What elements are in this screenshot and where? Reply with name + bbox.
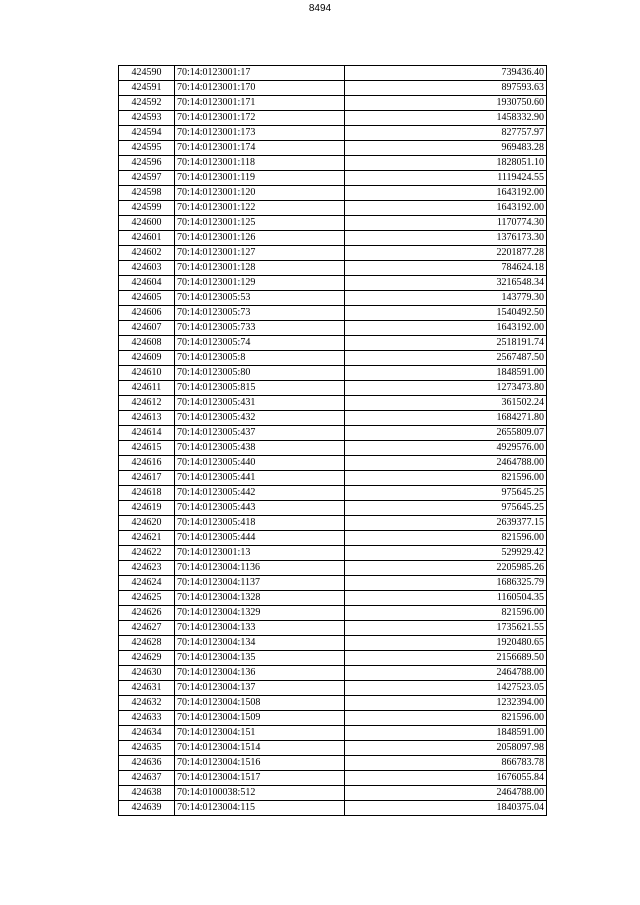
cadastral-number-cell: 70:14:0123004:135 xyxy=(175,651,345,666)
table-row xyxy=(119,531,547,546)
row-id-cell: 424591 xyxy=(119,81,175,96)
row-id-cell: 424607 xyxy=(119,321,175,336)
cadastral-number-cell: 70:14:0123005:432 xyxy=(175,411,345,426)
row-id-cell: 424596 xyxy=(119,156,175,171)
cadastral-value-cell: 1170774.30 xyxy=(345,216,547,231)
table-row xyxy=(119,681,547,696)
cadastral-value-cell: 1920480.65 xyxy=(345,636,547,651)
cadastral-number-cell: 70:14:0123001:118 xyxy=(175,156,345,171)
table-row xyxy=(119,501,547,516)
cadastral-value-cell: 897593.63 xyxy=(345,81,547,96)
row-id-cell: 424634 xyxy=(119,726,175,741)
table-row xyxy=(119,186,547,201)
row-id-cell: 424616 xyxy=(119,456,175,471)
cadastral-value-table xyxy=(118,65,547,816)
cadastral-number-cell: 70:14:0123001:125 xyxy=(175,216,345,231)
cadastral-value-cell: 2639377.15 xyxy=(345,516,547,531)
cadastral-value-cell: 821596.00 xyxy=(345,471,547,486)
row-id-cell: 424600 xyxy=(119,216,175,231)
cadastral-value-cell: 975645.25 xyxy=(345,501,547,516)
cadastral-number-cell: 70:14:0123005:438 xyxy=(175,441,345,456)
cadastral-value-cell: 1119424.55 xyxy=(345,171,547,186)
row-id-cell: 424618 xyxy=(119,486,175,501)
row-id-cell: 424632 xyxy=(119,696,175,711)
table-row xyxy=(119,756,547,771)
row-id-cell: 424605 xyxy=(119,291,175,306)
table-row xyxy=(119,576,547,591)
cadastral-number-cell: 70:14:0123005:437 xyxy=(175,426,345,441)
cadastral-number-cell: 70:14:0123001:170 xyxy=(175,81,345,96)
table-row xyxy=(119,321,547,336)
cadastral-value-cell: 739436.40 xyxy=(345,66,547,81)
table-row xyxy=(119,726,547,741)
cadastral-number-cell: 70:14:0123001:120 xyxy=(175,186,345,201)
row-id-cell: 424636 xyxy=(119,756,175,771)
row-id-cell: 424629 xyxy=(119,651,175,666)
table-row xyxy=(119,66,547,81)
row-id-cell: 424610 xyxy=(119,366,175,381)
row-id-cell: 424598 xyxy=(119,186,175,201)
cadastral-value-cell: 2058097.98 xyxy=(345,741,547,756)
table-row xyxy=(119,201,547,216)
row-id-cell: 424619 xyxy=(119,501,175,516)
table-row xyxy=(119,381,547,396)
cadastral-value-cell: 2464788.00 xyxy=(345,666,547,681)
row-id-cell: 424628 xyxy=(119,636,175,651)
table-row xyxy=(119,621,547,636)
cadastral-value-cell: 1930750.60 xyxy=(345,96,547,111)
row-id-cell: 424624 xyxy=(119,576,175,591)
cadastral-value-cell: 969483.28 xyxy=(345,141,547,156)
cadastral-value-cell: 1676055.84 xyxy=(345,771,547,786)
row-id-cell: 424614 xyxy=(119,426,175,441)
row-id-cell: 424594 xyxy=(119,126,175,141)
cadastral-value-cell: 2518191.74 xyxy=(345,336,547,351)
cadastral-number-cell: 70:14:0123001:128 xyxy=(175,261,345,276)
table-row xyxy=(119,741,547,756)
cadastral-number-cell: 70:14:0123001:17 xyxy=(175,66,345,81)
cadastral-value-cell: 1684271.80 xyxy=(345,411,547,426)
row-id-cell: 424631 xyxy=(119,681,175,696)
cadastral-value-cell: 1828051.10 xyxy=(345,156,547,171)
cadastral-number-cell: 70:14:0123001:173 xyxy=(175,126,345,141)
cadastral-number-cell: 70:14:0123005:444 xyxy=(175,531,345,546)
row-id-cell: 424623 xyxy=(119,561,175,576)
cadastral-number-cell: 70:14:0123005:815 xyxy=(175,381,345,396)
cadastral-number-cell: 70:14:0123001:129 xyxy=(175,276,345,291)
cadastral-number-cell: 70:14:0123005:73 xyxy=(175,306,345,321)
cadastral-value-cell: 3216548.34 xyxy=(345,276,547,291)
row-id-cell: 424597 xyxy=(119,171,175,186)
row-id-cell: 424602 xyxy=(119,246,175,261)
cadastral-number-cell: 70:14:0123004:137 xyxy=(175,681,345,696)
row-id-cell: 424595 xyxy=(119,141,175,156)
cadastral-value-cell: 2464788.00 xyxy=(345,456,547,471)
cadastral-value-cell: 1427523.05 xyxy=(345,681,547,696)
row-id-cell: 424620 xyxy=(119,516,175,531)
cadastral-value-cell: 4929576.00 xyxy=(345,441,547,456)
cadastral-value-cell: 827757.97 xyxy=(345,126,547,141)
table-row xyxy=(119,546,547,561)
cadastral-value-cell: 1643192.00 xyxy=(345,321,547,336)
row-id-cell: 424630 xyxy=(119,666,175,681)
table-row xyxy=(119,156,547,171)
cadastral-number-cell: 70:14:0123001:126 xyxy=(175,231,345,246)
cadastral-number-cell: 70:14:0123005:431 xyxy=(175,396,345,411)
cadastral-number-cell: 70:14:0123004:1329 xyxy=(175,606,345,621)
row-id-cell: 424633 xyxy=(119,711,175,726)
cadastral-value-cell: 529929.42 xyxy=(345,546,547,561)
cadastral-number-cell: 70:14:0123005:80 xyxy=(175,366,345,381)
table-row xyxy=(119,306,547,321)
row-id-cell: 424612 xyxy=(119,396,175,411)
row-id-cell: 424604 xyxy=(119,276,175,291)
cadastral-number-cell: 70:14:0123001:172 xyxy=(175,111,345,126)
table-row xyxy=(119,141,547,156)
cadastral-number-cell: 70:14:0123005:733 xyxy=(175,321,345,336)
row-id-cell: 424592 xyxy=(119,96,175,111)
cadastral-number-cell: 70:14:0123004:1137 xyxy=(175,576,345,591)
cadastral-number-cell: 70:14:0123004:115 xyxy=(175,801,345,816)
cadastral-value-cell: 361502.24 xyxy=(345,396,547,411)
cadastral-value-cell: 2464788.00 xyxy=(345,786,547,801)
table-row xyxy=(119,261,547,276)
cadastral-value-cell: 2567487.50 xyxy=(345,351,547,366)
cadastral-number-cell: 70:14:0123005:74 xyxy=(175,336,345,351)
table-row xyxy=(119,456,547,471)
cadastral-value-cell: 784624.18 xyxy=(345,261,547,276)
row-id-cell: 424606 xyxy=(119,306,175,321)
table-row xyxy=(119,216,547,231)
cadastral-number-cell: 70:14:0123004:1328 xyxy=(175,591,345,606)
row-id-cell: 424611 xyxy=(119,381,175,396)
cadastral-value-cell: 1735621.55 xyxy=(345,621,547,636)
cadastral-number-cell: 70:14:0123004:1508 xyxy=(175,696,345,711)
cadastral-value-cell: 1160504.35 xyxy=(345,591,547,606)
cadastral-number-cell: 70:14:0123004:1517 xyxy=(175,771,345,786)
cadastral-value-cell: 1376173.30 xyxy=(345,231,547,246)
cadastral-number-cell: 70:14:0123004:133 xyxy=(175,621,345,636)
row-id-cell: 424635 xyxy=(119,741,175,756)
cadastral-value-cell: 1643192.00 xyxy=(345,201,547,216)
table-row xyxy=(119,96,547,111)
page-number: 8494 xyxy=(308,3,332,14)
row-id-cell: 424638 xyxy=(119,786,175,801)
table-row xyxy=(119,426,547,441)
cadastral-value-cell: 1848591.00 xyxy=(345,366,547,381)
row-id-cell: 424637 xyxy=(119,771,175,786)
table-row xyxy=(119,471,547,486)
table-row xyxy=(119,351,547,366)
cadastral-value-cell: 821596.00 xyxy=(345,531,547,546)
table-row xyxy=(119,636,547,651)
cadastral-number-cell: 70:14:0123005:440 xyxy=(175,456,345,471)
row-id-cell: 424601 xyxy=(119,231,175,246)
cadastral-value-cell: 143779.30 xyxy=(345,291,547,306)
table-row xyxy=(119,771,547,786)
row-id-cell: 424627 xyxy=(119,621,175,636)
row-id-cell: 424608 xyxy=(119,336,175,351)
table-row xyxy=(119,291,547,306)
cadastral-value-cell: 1273473.80 xyxy=(345,381,547,396)
table-row xyxy=(119,276,547,291)
table-row xyxy=(119,651,547,666)
row-id-cell: 424609 xyxy=(119,351,175,366)
cadastral-number-cell: 70:14:0123004:1509 xyxy=(175,711,345,726)
cadastral-value-cell: 1540492.50 xyxy=(345,306,547,321)
cadastral-number-cell: 70:14:0123005:441 xyxy=(175,471,345,486)
cadastral-number-cell: 70:14:0123001:174 xyxy=(175,141,345,156)
row-id-cell: 424593 xyxy=(119,111,175,126)
cadastral-number-cell: 70:14:0123001:127 xyxy=(175,246,345,261)
row-id-cell: 424621 xyxy=(119,531,175,546)
cadastral-number-cell: 70:14:0123005:8 xyxy=(175,351,345,366)
cadastral-value-cell: 866783.78 xyxy=(345,756,547,771)
cadastral-number-cell: 70:14:0123004:1136 xyxy=(175,561,345,576)
cadastral-number-cell: 70:14:0100038:512 xyxy=(175,786,345,801)
cadastral-value-cell: 2156689.50 xyxy=(345,651,547,666)
cadastral-number-cell: 70:14:0123001:122 xyxy=(175,201,345,216)
table-row xyxy=(119,366,547,381)
table-row xyxy=(119,336,547,351)
table-row xyxy=(119,441,547,456)
cadastral-number-cell: 70:14:0123004:136 xyxy=(175,666,345,681)
table-row xyxy=(119,246,547,261)
table-row xyxy=(119,711,547,726)
row-id-cell: 424639 xyxy=(119,801,175,816)
table-row xyxy=(119,696,547,711)
table-body xyxy=(119,66,547,816)
cadastral-number-cell: 70:14:0123005:418 xyxy=(175,516,345,531)
row-id-cell: 424599 xyxy=(119,201,175,216)
row-id-cell: 424622 xyxy=(119,546,175,561)
cadastral-value-cell: 1848591.00 xyxy=(345,726,547,741)
cadastral-value-cell: 1232394.00 xyxy=(345,696,547,711)
row-id-cell: 424615 xyxy=(119,441,175,456)
row-id-cell: 424617 xyxy=(119,471,175,486)
table-row xyxy=(119,411,547,426)
cadastral-number-cell: 70:14:0123004:151 xyxy=(175,726,345,741)
cadastral-number-cell: 70:14:0123004:134 xyxy=(175,636,345,651)
table-row xyxy=(119,231,547,246)
table-row xyxy=(119,126,547,141)
table-row xyxy=(119,591,547,606)
row-id-cell: 424625 xyxy=(119,591,175,606)
cadastral-value-cell: 821596.00 xyxy=(345,711,547,726)
cadastral-value-cell: 2655809.07 xyxy=(345,426,547,441)
cadastral-number-cell: 70:14:0123001:171 xyxy=(175,96,345,111)
row-id-cell: 424590 xyxy=(119,66,175,81)
row-id-cell: 424613 xyxy=(119,411,175,426)
table-row xyxy=(119,786,547,801)
cadastral-number-cell: 70:14:0123001:13 xyxy=(175,546,345,561)
table-row xyxy=(119,486,547,501)
row-id-cell: 424626 xyxy=(119,606,175,621)
table-row xyxy=(119,81,547,96)
table-row xyxy=(119,801,547,816)
cadastral-number-cell: 70:14:0123004:1514 xyxy=(175,741,345,756)
table-row xyxy=(119,606,547,621)
cadastral-number-cell: 70:14:0123001:119 xyxy=(175,171,345,186)
cadastral-value-cell: 1458332.90 xyxy=(345,111,547,126)
cadastral-value-cell: 975645.25 xyxy=(345,486,547,501)
cadastral-number-cell: 70:14:0123004:1516 xyxy=(175,756,345,771)
table-row xyxy=(119,561,547,576)
cadastral-value-cell: 2201877.28 xyxy=(345,246,547,261)
cadastral-value-cell: 821596.00 xyxy=(345,606,547,621)
cadastral-value-cell: 1840375.04 xyxy=(345,801,547,816)
table-row xyxy=(119,516,547,531)
cadastral-value-cell: 2205985.26 xyxy=(345,561,547,576)
cadastral-number-cell: 70:14:0123005:442 xyxy=(175,486,345,501)
table-row xyxy=(119,666,547,681)
table-row xyxy=(119,111,547,126)
cadastral-value-cell: 1643192.00 xyxy=(345,186,547,201)
row-id-cell: 424603 xyxy=(119,261,175,276)
cadastral-number-cell: 70:14:0123005:443 xyxy=(175,501,345,516)
table-row xyxy=(119,396,547,411)
cadastral-value-cell: 1686325.79 xyxy=(345,576,547,591)
table-row xyxy=(119,171,547,186)
cadastral-number-cell: 70:14:0123005:53 xyxy=(175,291,345,306)
